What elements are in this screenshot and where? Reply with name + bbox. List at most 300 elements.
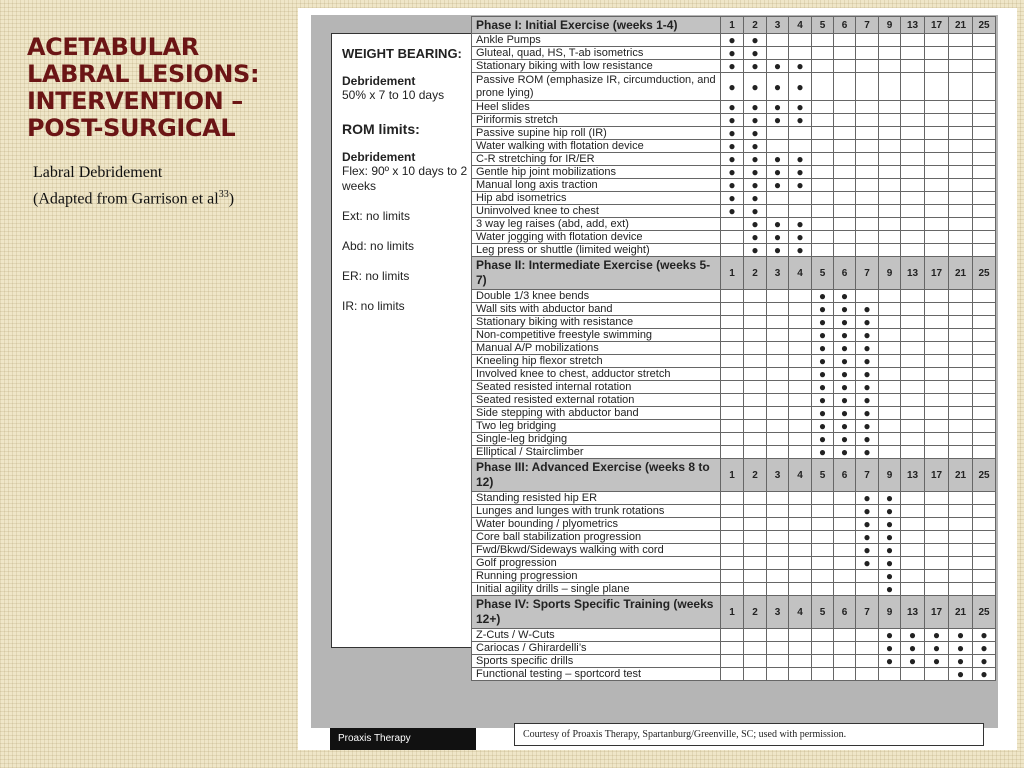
exercise-name: Gentle hip joint mobilizations (472, 166, 721, 179)
empty-week-cell (812, 101, 834, 114)
scheduled-dot: ● (901, 642, 925, 655)
exercise-row (472, 101, 996, 114)
scheduled-dot: ● (973, 642, 996, 655)
empty-week-cell (834, 73, 856, 101)
empty-week-cell (949, 205, 973, 218)
scheduled-dot: ● (721, 179, 744, 192)
scheduled-dot: ● (949, 642, 973, 655)
scheduled-dot: ● (721, 192, 744, 205)
empty-week-cell (856, 179, 879, 192)
empty-week-cell (856, 218, 879, 231)
scheduled-dot: ● (721, 127, 744, 140)
scheduled-dot: ● (949, 655, 973, 668)
empty-week-cell (925, 101, 949, 114)
empty-week-cell (812, 166, 834, 179)
week-header-cell: 5 (812, 459, 834, 492)
exercise-name: Manual A/P mobilizations (472, 342, 721, 355)
scheduled-dot: ● (744, 114, 767, 127)
empty-week-cell (879, 394, 901, 407)
empty-week-cell (949, 73, 973, 101)
empty-week-cell (925, 153, 949, 166)
empty-week-cell (856, 47, 879, 60)
empty-week-cell (901, 218, 925, 231)
empty-week-cell (879, 101, 901, 114)
scheduled-dot: ● (879, 492, 901, 505)
empty-week-cell (744, 629, 767, 642)
empty-week-cell (856, 127, 879, 140)
empty-week-cell (744, 407, 767, 420)
empty-week-cell (925, 420, 949, 433)
empty-week-cell (925, 127, 949, 140)
phase-title: Phase I: Initial Exercise (weeks 1-4) (472, 17, 721, 34)
empty-week-cell (789, 629, 812, 642)
empty-week-cell (973, 303, 996, 316)
scheduled-dot: ● (925, 642, 949, 655)
empty-week-cell (901, 394, 925, 407)
footer-credit: Courtesy of Proaxis Therapy, Spartanburg/Greenville, SC; used with permission. (514, 723, 984, 746)
empty-week-cell (789, 446, 812, 459)
empty-week-cell (973, 34, 996, 47)
empty-week-cell (949, 446, 973, 459)
scheduled-dot: ● (856, 394, 879, 407)
empty-week-cell (879, 114, 901, 127)
exercise-row (472, 231, 996, 244)
empty-week-cell (834, 557, 856, 570)
scheduled-dot: ● (879, 531, 901, 544)
scheduled-dot: ● (812, 342, 834, 355)
empty-week-cell (789, 205, 812, 218)
week-header-cell: 7 (856, 459, 879, 492)
scheduled-dot: ● (949, 668, 973, 681)
scheduled-dot: ● (879, 505, 901, 518)
exercise-row (472, 140, 996, 153)
empty-week-cell (949, 583, 973, 596)
scheduled-dot: ● (767, 231, 789, 244)
scheduled-dot: ● (856, 329, 879, 342)
exercise-row (472, 329, 996, 342)
empty-week-cell (789, 557, 812, 570)
weight-bearing-heading: WEIGHT BEARING: (342, 46, 462, 61)
empty-week-cell (789, 492, 812, 505)
scheduled-dot: ● (925, 655, 949, 668)
exercise-name: Z-Cuts / W-Cuts (472, 629, 721, 642)
empty-week-cell (812, 557, 834, 570)
exercise-row (472, 570, 996, 583)
scheduled-dot: ● (879, 642, 901, 655)
scheduled-dot: ● (949, 629, 973, 642)
empty-week-cell (789, 570, 812, 583)
empty-week-cell (901, 290, 925, 303)
exercise-row (472, 47, 996, 60)
empty-week-cell (973, 153, 996, 166)
exercise-row (472, 394, 996, 407)
empty-week-cell (973, 140, 996, 153)
empty-week-cell (973, 73, 996, 101)
scheduled-dot: ● (856, 446, 879, 459)
exercise-row (472, 655, 996, 668)
empty-week-cell (834, 205, 856, 218)
empty-week-cell (812, 629, 834, 642)
empty-week-cell (767, 381, 789, 394)
empty-week-cell (744, 368, 767, 381)
empty-week-cell (812, 583, 834, 596)
empty-week-cell (901, 303, 925, 316)
empty-week-cell (767, 342, 789, 355)
scheduled-dot: ● (789, 153, 812, 166)
empty-week-cell (949, 290, 973, 303)
empty-week-cell (744, 290, 767, 303)
scheduled-dot: ● (856, 492, 879, 505)
exercise-row (472, 303, 996, 316)
empty-week-cell (767, 629, 789, 642)
week-header-cell: 13 (901, 596, 925, 629)
empty-week-cell (721, 342, 744, 355)
scheduled-dot: ● (973, 668, 996, 681)
empty-week-cell (949, 394, 973, 407)
scheduled-dot: ● (856, 505, 879, 518)
scheduled-dot: ● (856, 420, 879, 433)
empty-week-cell (925, 407, 949, 420)
empty-week-cell (721, 218, 744, 231)
scheduled-dot: ● (721, 166, 744, 179)
scheduled-dot: ● (901, 629, 925, 642)
empty-week-cell (767, 642, 789, 655)
empty-week-cell (949, 218, 973, 231)
empty-week-cell (949, 329, 973, 342)
week-header-cell: 1 (721, 596, 744, 629)
empty-week-cell (925, 303, 949, 316)
week-header-cell: 13 (901, 17, 925, 34)
empty-week-cell (973, 407, 996, 420)
empty-week-cell (767, 329, 789, 342)
exercise-row (472, 544, 996, 557)
limit-er: ER: no limits (342, 269, 410, 283)
exercise-name: Single-leg bridging (472, 433, 721, 446)
empty-week-cell (721, 531, 744, 544)
empty-week-cell (767, 34, 789, 47)
empty-week-cell (812, 218, 834, 231)
empty-week-cell (925, 192, 949, 205)
rom-limits-subheading: Debridement (342, 150, 416, 164)
empty-week-cell (789, 433, 812, 446)
empty-week-cell (925, 205, 949, 218)
scheduled-dot: ● (856, 381, 879, 394)
limit-ir: IR: no limits (342, 299, 405, 313)
empty-week-cell (973, 492, 996, 505)
empty-week-cell (901, 244, 925, 257)
empty-week-cell (856, 140, 879, 153)
exercise-name: Elliptical / Stairclimber (472, 446, 721, 459)
empty-week-cell (949, 570, 973, 583)
scheduled-dot: ● (834, 355, 856, 368)
scheduled-dot: ● (834, 394, 856, 407)
empty-week-cell (925, 505, 949, 518)
exercise-name: Water jogging with flotation device (472, 231, 721, 244)
empty-week-cell (973, 316, 996, 329)
empty-week-cell (973, 166, 996, 179)
empty-week-cell (925, 394, 949, 407)
empty-week-cell (949, 316, 973, 329)
empty-week-cell (949, 368, 973, 381)
week-header-cell: 2 (744, 257, 767, 290)
empty-week-cell (949, 505, 973, 518)
empty-week-cell (973, 342, 996, 355)
scheduled-dot: ● (834, 329, 856, 342)
empty-week-cell (949, 531, 973, 544)
empty-week-cell (879, 179, 901, 192)
empty-week-cell (925, 583, 949, 596)
empty-week-cell (767, 492, 789, 505)
exercise-name: Standing resisted hip ER (472, 492, 721, 505)
week-header-cell: 1 (721, 17, 744, 34)
exercise-row (472, 407, 996, 420)
scheduled-dot: ● (812, 407, 834, 420)
empty-week-cell (744, 433, 767, 446)
empty-week-cell (767, 570, 789, 583)
empty-week-cell (925, 47, 949, 60)
rom-limits-text: Flex: 90º x 10 days to 2 weeks (342, 164, 468, 193)
empty-week-cell (925, 381, 949, 394)
empty-week-cell (856, 34, 879, 47)
empty-week-cell (879, 668, 901, 681)
empty-week-cell (789, 34, 812, 47)
exercise-row (472, 73, 996, 101)
empty-week-cell (789, 290, 812, 303)
empty-week-cell (812, 127, 834, 140)
empty-week-cell (834, 101, 856, 114)
empty-week-cell (925, 518, 949, 531)
week-header-cell: 7 (856, 17, 879, 34)
empty-week-cell (973, 114, 996, 127)
scheduled-dot: ● (789, 101, 812, 114)
exercise-name: Stationary biking with low resistance (472, 60, 721, 73)
empty-week-cell (901, 342, 925, 355)
scheduled-dot: ● (744, 244, 767, 257)
scheduled-dot: ● (925, 629, 949, 642)
exercise-row (472, 192, 996, 205)
empty-week-cell (721, 290, 744, 303)
week-header-cell: 21 (949, 17, 973, 34)
empty-week-cell (856, 114, 879, 127)
exercise-row (472, 60, 996, 73)
scheduled-dot: ● (767, 244, 789, 257)
exercise-name: Double 1/3 knee bends (472, 290, 721, 303)
empty-week-cell (834, 505, 856, 518)
scheduled-dot: ● (973, 655, 996, 668)
empty-week-cell (973, 420, 996, 433)
scheduled-dot: ● (879, 629, 901, 642)
scheduled-dot: ● (879, 544, 901, 557)
empty-week-cell (767, 355, 789, 368)
scheduled-dot: ● (856, 433, 879, 446)
empty-week-cell (925, 668, 949, 681)
empty-week-cell (789, 642, 812, 655)
empty-week-cell (901, 531, 925, 544)
empty-week-cell (949, 60, 973, 73)
empty-week-cell (721, 505, 744, 518)
scheduled-dot: ● (721, 205, 744, 218)
empty-week-cell (767, 433, 789, 446)
week-header-cell: 13 (901, 257, 925, 290)
empty-week-cell (767, 557, 789, 570)
scheduled-dot: ● (812, 368, 834, 381)
exercise-row (472, 114, 996, 127)
empty-week-cell (949, 407, 973, 420)
empty-week-cell (901, 153, 925, 166)
scheduled-dot: ● (744, 218, 767, 231)
empty-week-cell (901, 114, 925, 127)
scheduled-dot: ● (744, 153, 767, 166)
empty-week-cell (812, 34, 834, 47)
empty-week-cell (949, 544, 973, 557)
empty-week-cell (973, 557, 996, 570)
empty-week-cell (879, 244, 901, 257)
empty-week-cell (901, 140, 925, 153)
empty-week-cell (789, 407, 812, 420)
empty-week-cell (812, 179, 834, 192)
exercise-name: Heel slides (472, 101, 721, 114)
empty-week-cell (973, 355, 996, 368)
empty-week-cell (744, 505, 767, 518)
scheduled-dot: ● (744, 47, 767, 60)
empty-week-cell (744, 329, 767, 342)
subtitle-line-2-prefix: (Adapted from Garrison et al (33, 190, 219, 208)
empty-week-cell (789, 329, 812, 342)
empty-week-cell (744, 394, 767, 407)
scheduled-dot: ● (812, 355, 834, 368)
empty-week-cell (949, 153, 973, 166)
empty-week-cell (901, 668, 925, 681)
empty-week-cell (925, 73, 949, 101)
exercise-row (472, 629, 996, 642)
empty-week-cell (744, 668, 767, 681)
exercise-name: Sports specific drills (472, 655, 721, 668)
empty-week-cell (901, 583, 925, 596)
empty-week-cell (879, 218, 901, 231)
scheduled-dot: ● (744, 231, 767, 244)
empty-week-cell (879, 381, 901, 394)
exercise-row (472, 127, 996, 140)
scheduled-dot: ● (834, 407, 856, 420)
scheduled-dot: ● (721, 101, 744, 114)
scheduled-dot: ● (767, 179, 789, 192)
week-header-cell: 5 (812, 596, 834, 629)
empty-week-cell (925, 329, 949, 342)
week-header-cell: 3 (767, 459, 789, 492)
week-header-cell: 9 (879, 17, 901, 34)
empty-week-cell (767, 583, 789, 596)
empty-week-cell (879, 205, 901, 218)
empty-week-cell (925, 316, 949, 329)
empty-week-cell (767, 407, 789, 420)
empty-week-cell (856, 101, 879, 114)
footer-brand: Proaxis Therapy (330, 728, 476, 750)
empty-week-cell (767, 368, 789, 381)
scheduled-dot: ● (744, 60, 767, 73)
week-header-cell: 4 (789, 17, 812, 34)
exercise-name: Initial agility drills – single plane (472, 583, 721, 596)
empty-week-cell (879, 127, 901, 140)
empty-week-cell (834, 231, 856, 244)
exercise-row (472, 433, 996, 446)
empty-week-cell (834, 583, 856, 596)
scheduled-dot: ● (767, 101, 789, 114)
scheduled-dot: ● (856, 316, 879, 329)
empty-week-cell (789, 47, 812, 60)
week-header-cell: 3 (767, 596, 789, 629)
empty-week-cell (973, 531, 996, 544)
exercise-name: Lunges and lunges with trunk rotations (472, 505, 721, 518)
empty-week-cell (879, 303, 901, 316)
empty-week-cell (949, 420, 973, 433)
empty-week-cell (812, 544, 834, 557)
empty-week-cell (744, 544, 767, 557)
scheduled-dot: ● (767, 114, 789, 127)
scheduled-dot: ● (812, 381, 834, 394)
empty-week-cell (925, 60, 949, 73)
empty-week-cell (901, 60, 925, 73)
scheduled-dot: ● (744, 73, 767, 101)
empty-week-cell (925, 218, 949, 231)
empty-week-cell (879, 140, 901, 153)
empty-week-cell (767, 518, 789, 531)
empty-week-cell (721, 329, 744, 342)
empty-week-cell (767, 655, 789, 668)
empty-week-cell (812, 655, 834, 668)
scheduled-dot: ● (744, 192, 767, 205)
exercise-name: Manual long axis traction (472, 179, 721, 192)
week-header-cell: 2 (744, 596, 767, 629)
week-header-cell: 9 (879, 459, 901, 492)
empty-week-cell (879, 153, 901, 166)
exercise-row (472, 244, 996, 257)
empty-week-cell (856, 231, 879, 244)
empty-week-cell (901, 544, 925, 557)
scheduled-dot: ● (789, 60, 812, 73)
scheduled-dot: ● (834, 433, 856, 446)
empty-week-cell (834, 629, 856, 642)
empty-week-cell (856, 583, 879, 596)
exercise-row (472, 355, 996, 368)
empty-week-cell (973, 544, 996, 557)
scheduled-dot: ● (721, 140, 744, 153)
empty-week-cell (834, 166, 856, 179)
scheduled-dot: ● (879, 655, 901, 668)
exercise-name: Piriformis stretch (472, 114, 721, 127)
empty-week-cell (879, 433, 901, 446)
empty-week-cell (721, 492, 744, 505)
exercise-name: Two leg bridging (472, 420, 721, 433)
empty-week-cell (812, 205, 834, 218)
empty-week-cell (949, 244, 973, 257)
empty-week-cell (812, 244, 834, 257)
empty-week-cell (721, 642, 744, 655)
scheduled-dot: ● (744, 101, 767, 114)
empty-week-cell (834, 531, 856, 544)
empty-week-cell (744, 316, 767, 329)
week-header-cell: 17 (925, 17, 949, 34)
week-header-cell: 25 (973, 459, 996, 492)
exercise-name: Hip abd isometrics (472, 192, 721, 205)
empty-week-cell (834, 140, 856, 153)
empty-week-cell (834, 668, 856, 681)
empty-week-cell (767, 394, 789, 407)
empty-week-cell (901, 329, 925, 342)
empty-week-cell (789, 368, 812, 381)
empty-week-cell (767, 192, 789, 205)
empty-week-cell (901, 34, 925, 47)
empty-week-cell (925, 531, 949, 544)
